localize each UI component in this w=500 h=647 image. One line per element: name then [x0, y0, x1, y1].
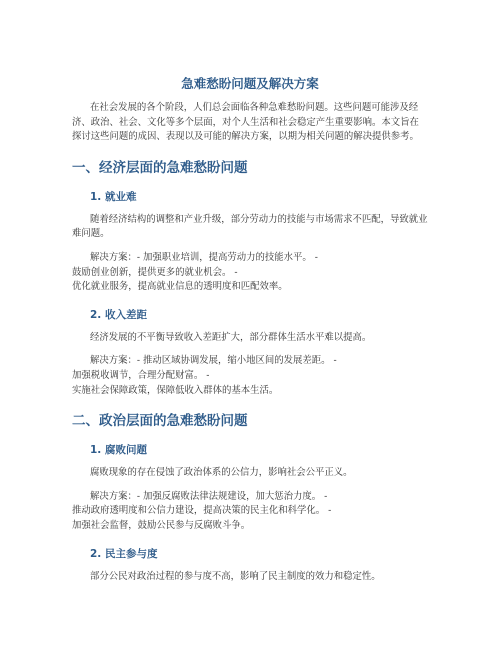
solution-block-corruption [72, 490, 428, 534]
subsection-heading-democratic-participation: 2. 民主参与度 [90, 547, 158, 560]
subsection-body-employment: 随着经济结构的调整和产业升级，部分劳动力的技能与市场需求不匹配，导致就业难问题。 [72, 213, 428, 240]
subsection-heading-income-gap: 2. 收入差距 [90, 308, 147, 321]
document-title: 急难愁盼问题及解决方案 [181, 76, 319, 91]
section-heading-economy: 一、经济层面的急难愁盼问题 [72, 159, 248, 176]
solution-line: 鼓励创业创新，提供更多的就业机会。 - [72, 266, 238, 278]
intro-paragraph: 在社会发展的各个阶段，人们总会面临各种急难愁盼问题。这些问题可能涉及经济、政治、社会、文化等多个层面，对个人生活和社会稳定产生重要影响。本文旨在探讨这些问题的成因、表现以及可能的解决方案，以期为相关问题的解决提供参考。 [72, 102, 419, 143]
solution-line: 加强税收调节，合理分配财富。 - [72, 369, 210, 381]
solution-line: 加强社会监督，鼓励公民参与反腐败斗争。 [72, 519, 251, 531]
solution-line: 解决方案：- 加强职业培训，提高劳动力的技能水平。 - [90, 251, 318, 263]
section-heading-politics: 二、政治层面的急难愁盼问题 [72, 413, 248, 430]
subsection-heading-corruption: 1. 腐败问题 [90, 444, 147, 457]
solution-line: 实施社会保障政策，保障低收入群体的基本生活。 [72, 384, 279, 396]
solution-block-income-gap [72, 354, 428, 398]
subsection-body-democratic-participation: 部分公民对政治过程的参与度不高，影响了民主制度的效力和稳定性。 [90, 570, 381, 582]
solution-line: 推动政府透明度和公信力建设，提高决策的民主化和科学化。 - [72, 505, 332, 517]
solution-block-employment [72, 251, 428, 295]
solution-line: 解决方案：- 推动区域协调发展，缩小地区间的发展差距。 - [90, 355, 337, 367]
solution-line: 优化就业服务，提高就业信息的透明度和匹配效率。 [72, 281, 288, 293]
subsection-body-income-gap: 经济发展的不平衡导致收入差距扩大，部分群体生活水平难以提高。 [90, 331, 372, 343]
subsection-body-corruption: 腐败现象的存在侵蚀了政治体系的公信力，影响社会公平正义。 [90, 467, 353, 479]
subsection-heading-employment: 1. 就业难 [90, 190, 137, 203]
solution-line: 解决方案：- 加强反腐败法律法规建设，加大惩治力度。 - [90, 490, 328, 502]
